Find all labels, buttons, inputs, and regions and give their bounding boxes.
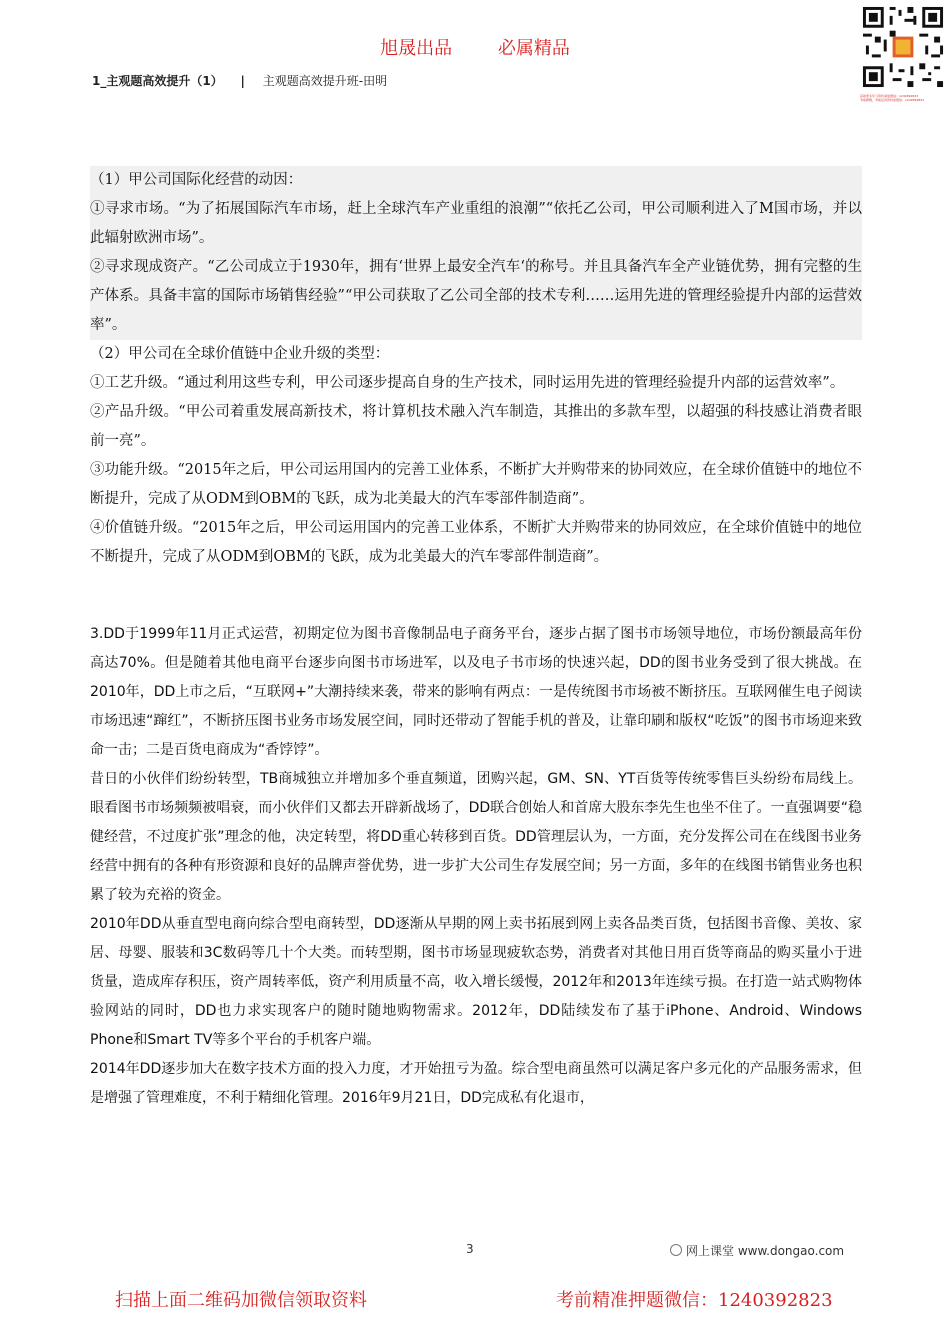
- answer-section: [90, 166, 862, 572]
- promo-right: 考前精准押题微信：1240392823: [556, 1290, 833, 1311]
- page-number: 3: [466, 1242, 474, 1256]
- paragraph: 3.DD于1999年11月正式运营，初期定位为图书音像制品电子商务平台，逐步占据了图书市场领导地位，市场份额最高年份高达70%。但是随着其他电商平台逐步向图书市场进军，以及电子书市场的快速兴起，DD的图书业务受到了很大挑战。在2010年，DD上市之后，“互联网+”大潮持续来袭，带来的影响有两点：一是传统图书市场被不断挤压。互联网催生电子阅读市场迅速“蹿红”，不断挤压图书业务市场发展空间，同时还带动了智能手机的普及，让靠印刷和版权“吃饭”的图书市场迎来致命一击；二是百货电商成为“香饽饽”。: [90, 626, 862, 758]
- paragraph: ①寻求市场。“为了拓展国际汽车市场，赶上全球汽车产业重组的浪潮”“依托乙公司，甲公司顺利进入了M国市场，并以此辐射欧洲市场”。: [90, 201, 862, 246]
- shaded-block: [90, 166, 862, 340]
- qr-code-icon: [860, 4, 946, 90]
- paragraph: （2）甲公司在全球价值链中企业升级的类型：: [90, 346, 390, 362]
- banner-left: 旭晟出品: [380, 38, 453, 59]
- top-banner: [0, 34, 950, 60]
- brand-text: 网上课堂 www.dongao.com: [686, 1244, 845, 1258]
- promo-left: 扫描上面二维码加微信领取资料: [115, 1290, 367, 1311]
- qr-code-block: [860, 4, 948, 122]
- paragraph: 昔日的小伙伴们纷纷转型，TB商城独立并增加多个垂直频道，团购兴起，GM、SN、YT百货等传统零售巨头纷纷布局线上。眼看图书市场频频被唱衰，而小伙伴们又都去开辟新战场了，DD联合创始人和首席大股东李先生也坐不住了。一直强调要“稳健经营，不过度扩张”理念的他，决定转型，将DD重心转移到百货。DD管理层认为，一方面，充分发挥公司在在线图书业务经营中拥有的各种有形资源和良好的品牌声誉优势，进一步扩大公司生存发展空间；另一方面，多年的在线图书销售业务也积累了较为充裕的资金。: [90, 771, 862, 903]
- header-separator: |: [240, 74, 245, 88]
- qr-caption-1: 获取更多学习资料请加微信：1240392823: [860, 94, 919, 98]
- qr-caption-2: 考前押题，考前密训资料加微信：1240392823: [860, 98, 925, 102]
- paragraph: ③功能升级。“2015年之后，甲公司运用国内的完善工业体系，不断扩大并购带来的协同效应，在全球价值链中的地位不断提升，完成了从ODM到OBM的飞跃，成为北美最大的汽车零部件制造商”。: [90, 462, 862, 507]
- paragraph: （1）甲公司国际化经营的动因：: [90, 172, 303, 188]
- paragraph: ②寻求现成资产。“乙公司成立于1930年，拥有‘世界上最安全汽车‘的称号。并且具备汽车全产业链优势，拥有完整的生产体系。具备丰富的国际市场销售经验”“甲公司获取了乙公司全部的技术专利……运用先进的管理经验提升内部的运营效率”。: [90, 259, 862, 333]
- case-section: [90, 620, 862, 1113]
- paragraph: ②产品升级。“甲公司着重发展高新技术，将计算机技术融入汽车制造，其推出的多款车型，以超强的科技感让消费者眼前一亮”。: [90, 404, 862, 449]
- class-name: 主观题高效提升班-田明: [262, 74, 388, 88]
- paragraph: 2014年DD逐步加大在数字技术方面的投入力度，才开始扭亏为盈。综合型电商虽然可以满足客户多元化的产品服务需求，但是增强了管理难度，不利于精细化管理。2016年9月21日，DD完成私有化退市，: [90, 1061, 862, 1106]
- banner-right: 必属精品: [497, 38, 570, 59]
- paragraph: ①工艺升级。“通过利用这些专利，甲公司逐步提高自身的生产技术，同时运用先进的管理经验提升内部的运营效率”。: [90, 375, 845, 391]
- footer-brand: [670, 1242, 844, 1259]
- brand-logo-icon: [670, 1244, 682, 1256]
- paragraph: 2010年DD从垂直型电商向综合型电商转型，DD逐渐从早期的网上卖书拓展到网上卖各品类百货，包括图书音像、美妆、家居、母婴、服装和3C数码等几十个大类。而转型期，图书市场显现疲软态势，消费者对其他日用百货等商品的购买量小于进货量，造成库存积压，资产周转率低，资产利用质量不高，收入增长缓慢，2012年和2013年连续亏损。在打造一站式购物体验网站的同时，DD也力求实现客户的随时随地购物需求。2012年，DD陆续发布了基于iPhone、Android、Windows Phone和Smart TV等多个平台的手机客户端。: [90, 916, 862, 1048]
- paragraph: ④价值链升级。“2015年之后，甲公司运用国内的完善工业体系，不断扩大并购带来的协同效应，在全球价值链中的地位不断提升，完成了从ODM到OBM的飞跃，成为北美最大的汽车零部件制造商”。: [90, 520, 862, 565]
- course-title: 1_主观题高效提升（1）: [92, 74, 223, 88]
- page-header: [92, 72, 387, 89]
